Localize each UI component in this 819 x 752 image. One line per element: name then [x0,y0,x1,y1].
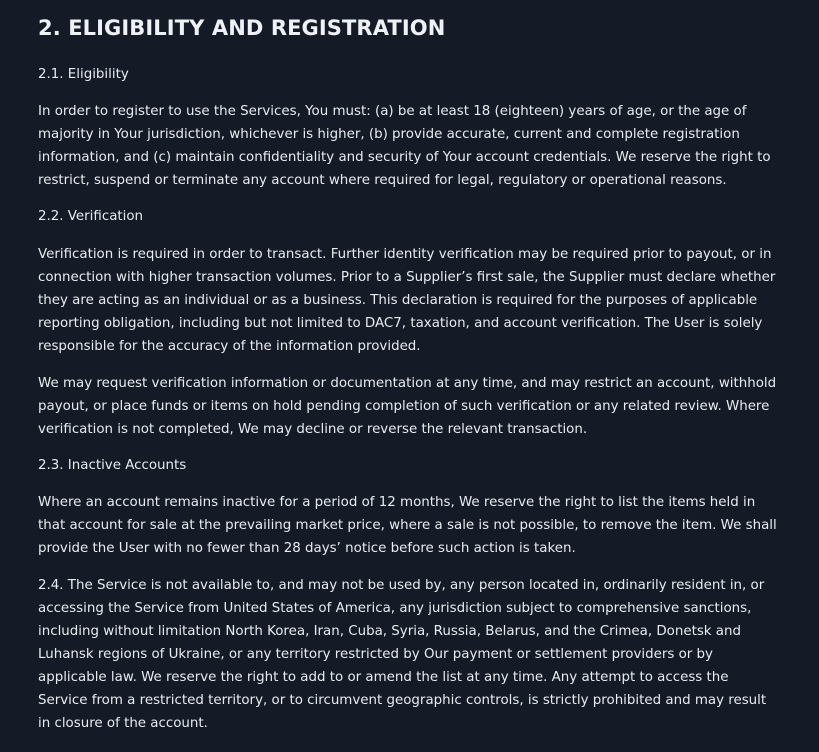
inactive-accounts-paragraph: Where an account remains inactive for a period of 12 months, We reserve the right to list the items held in that account for sale at the prevailing market price, where a sale is not possible, to remove the item. We shall provide the User with no fewer than 28 days’ notice before such action is taken. [38,495,777,556]
verification-paragraph-1: Verification is required in order to transact. Further identity verification may be required prior to payout, or in connection with higher transaction volumes. Prior to a Supplier’s first sale, the Supplier must declare whether they are acting as an individual or as a business. This declaration is required for the purposes of applicable reporting obligation, including but not limited to DAC7, taxation, and account verification. The User is solely responsible for the accuracy of the information provided. [38,247,776,354]
inactive-accounts-heading: 2.3. Inactive Accounts [38,458,187,473]
verification-paragraph-2: We may request verification information or documentation at any time, and may restrict an account, withhold payout, or place funds or items on hold pending completion of such verification or any related review. Where verification is not completed, We may decline or reverse the relevant transaction. [38,376,777,437]
eligibility-heading: 2.1. Eligibility [38,67,129,82]
section-title: 2. ELIGIBILITY AND REGISTRATION [38,16,446,40]
eligibility-paragraph: In order to register to use the Services, You must: (a) be at least 18 (eighteen) years of age, or the age of majority in Your jurisdiction, whichever is higher, (b) provide accurate, current and complete registration information, and (c) maintain confidentiality and security of Your account credentials. We reserve the right to restrict, suspend or terminate any account where required for legal, regulatory or operational reasons. [38,104,771,188]
verification-heading: 2.2. Verification [38,209,144,224]
restricted-territories-paragraph: 2.4. The Service is not available to, and may not be used by, any person located in, ordinarily resident in, or accessing the Service from United States of America, any jurisdiction subject to comprehensive sanctions, including without limitation North Korea, Iran, Cuba, Syria, Russia, Belarus, and the Crimea, Donetsk and Luhansk regions of Ukraine, or any territory restricted by Our payment or settlement providers or by applicable law. We reserve the right to add to or amend the list at any time. Any attempt to access the Service from a restricted territory, or to circumvent geographic controls, is strictly prohibited and may result in closure of the account. [38,578,767,731]
